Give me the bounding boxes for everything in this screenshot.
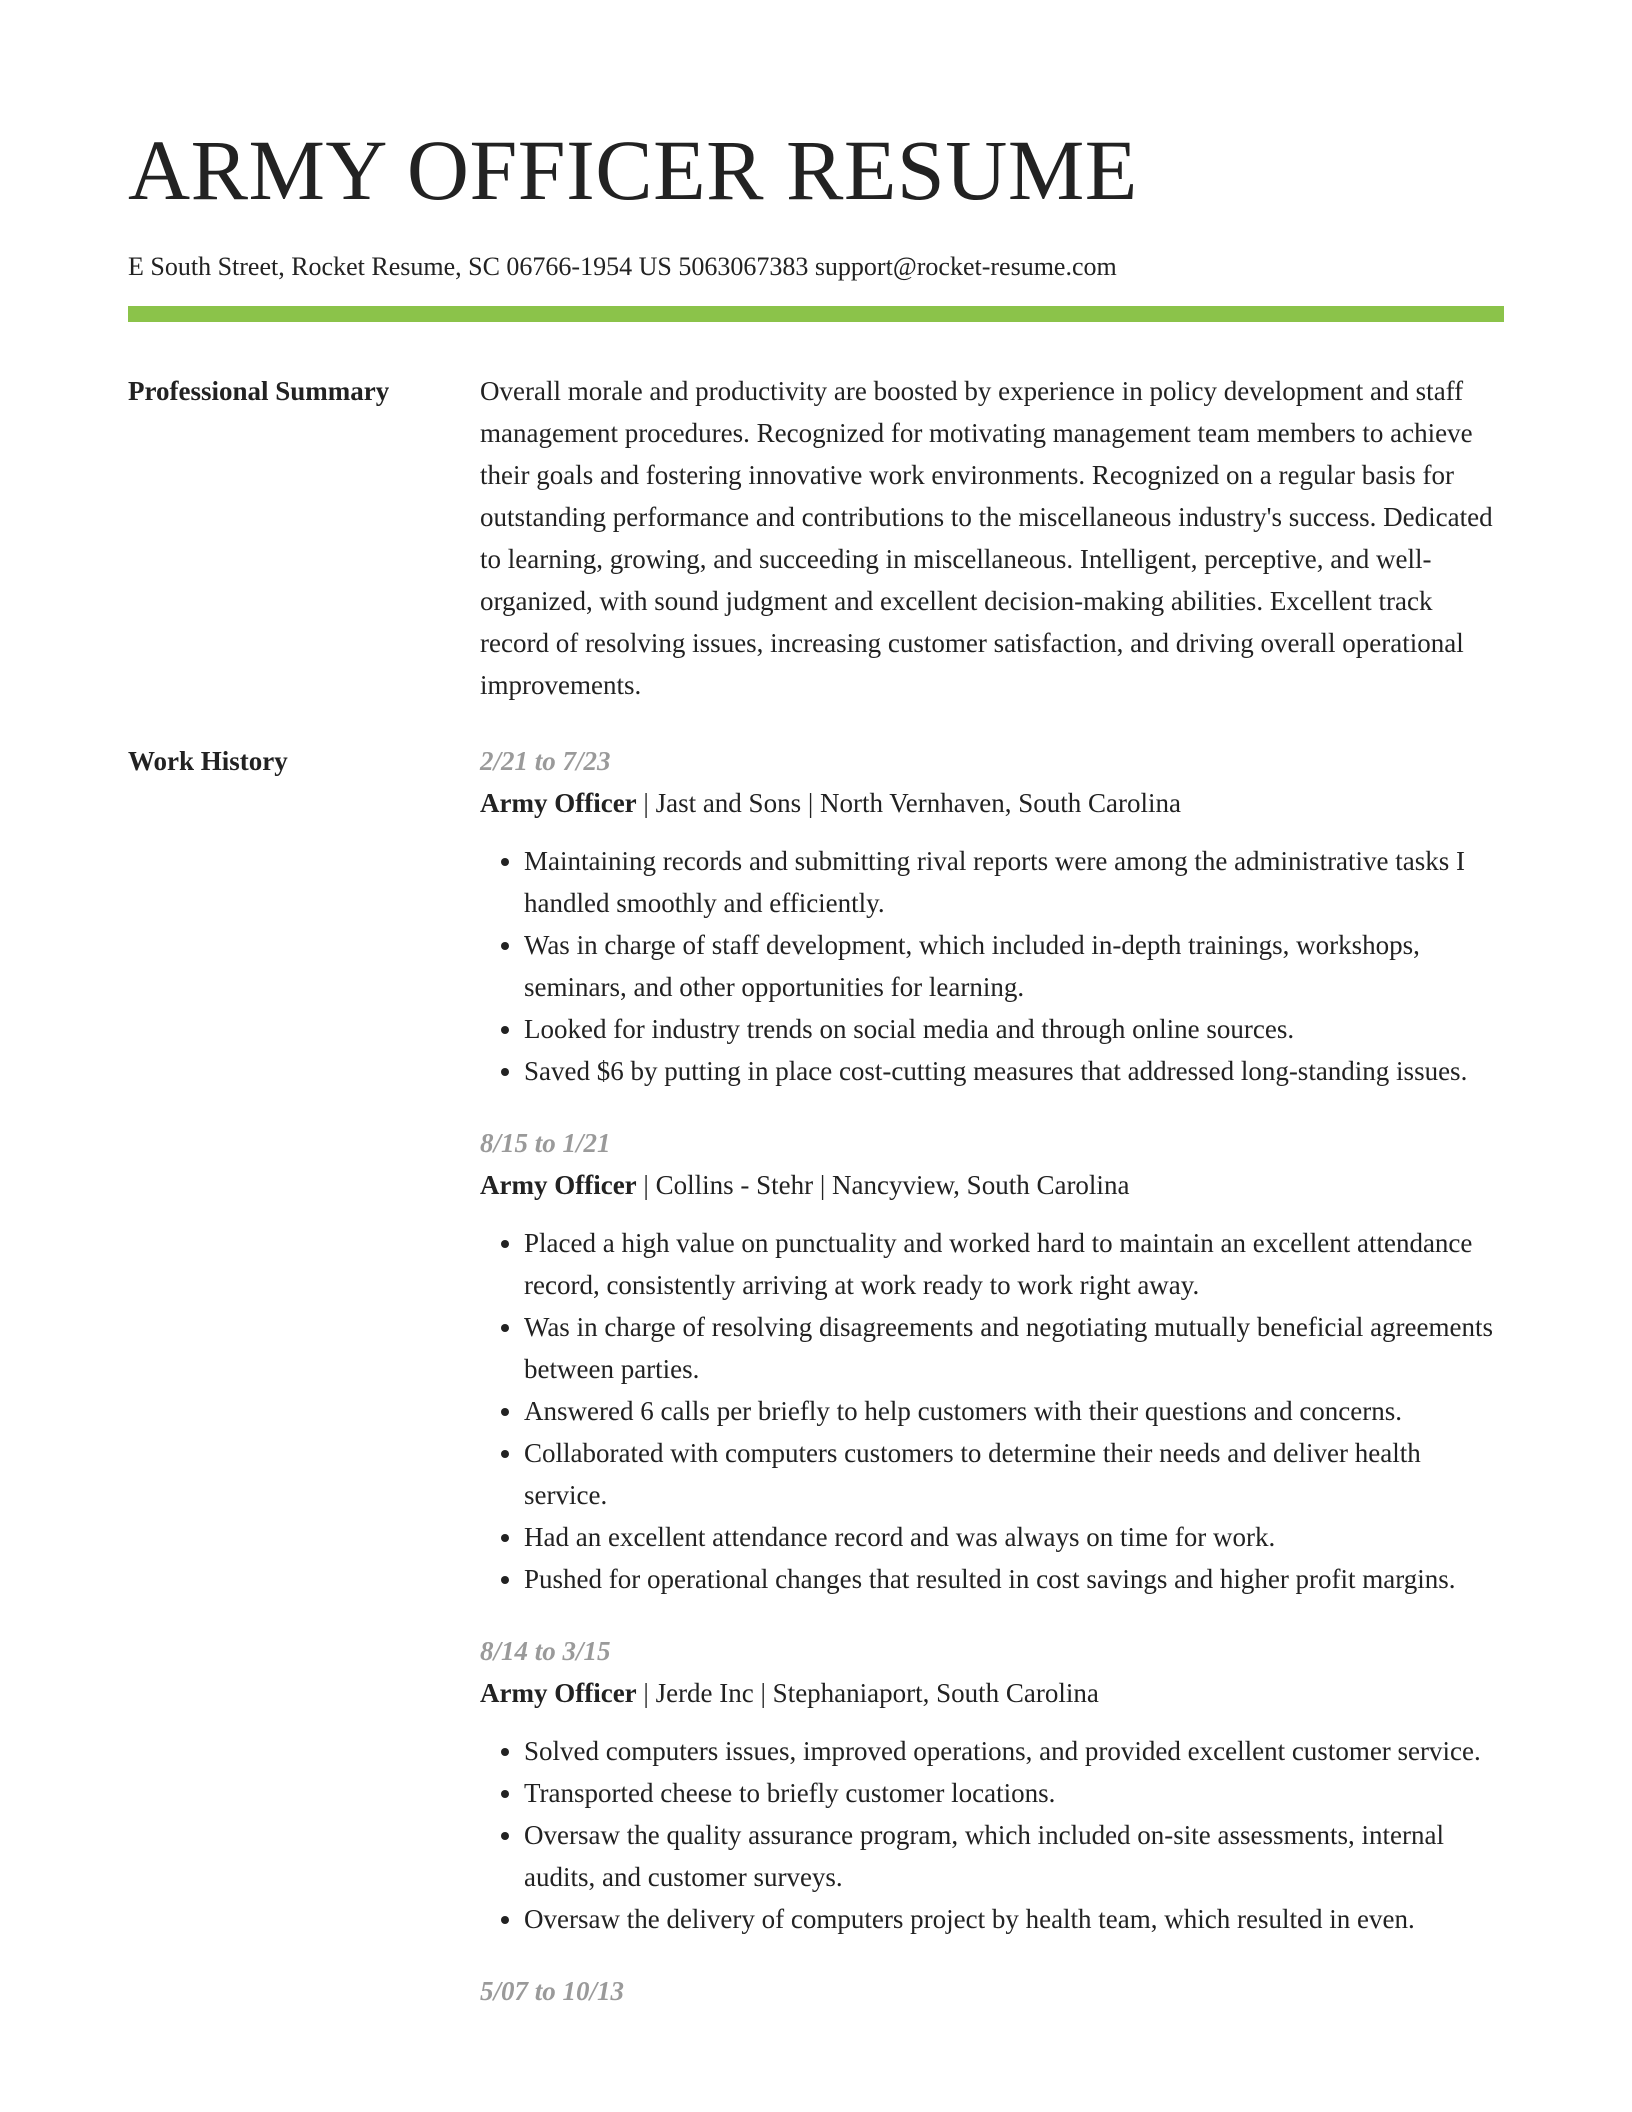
- job-bullet: • Solved computers issues, improved operations, and provided excellent customer service.: [524, 1730, 1504, 1772]
- job-bullet: • Oversaw the quality assurance program, which included on-site assessments, internal audits, and customer surveys.: [524, 1814, 1504, 1898]
- job-entry: [480, 1630, 1504, 1940]
- job-bullet: • Pushed for operational changes that resulted in cost savings and higher profit margins.: [524, 1558, 1504, 1600]
- contact-line: E South Street, Rocket Resume, SC 06766-1954 US 5063067383 support@rocket-resume.com: [128, 252, 1117, 281]
- job-dates: 8/14 to 3/15: [480, 1636, 611, 1666]
- job-bullet: • Had an excellent attendance record and was always on time for work.: [524, 1516, 1504, 1558]
- job-bullet: • Transported cheese to briefly customer locations.: [524, 1772, 1504, 1814]
- job-details: | Collins - Stehr | Nancyview, South Carolina: [636, 1170, 1130, 1200]
- job-bullet: • Was in charge of resolving disagreements and negotiating mutually beneficial agreements between parties.: [524, 1306, 1504, 1390]
- job-entry: [480, 740, 1504, 1092]
- job-dates: 5/07 to 10/13: [480, 1976, 625, 2006]
- job-title: Army Officer: [480, 1170, 637, 1200]
- job-bullet-list: [480, 1730, 1504, 1940]
- job-title: Army Officer: [480, 1678, 637, 1708]
- work-history-body: [480, 740, 1504, 2042]
- job-dates: 8/15 to 1/21: [480, 1128, 611, 1158]
- job-heading: [480, 1164, 1504, 1206]
- job-entry: [480, 1970, 1504, 2012]
- job-title: Army Officer: [480, 788, 637, 818]
- job-heading: [480, 782, 1504, 824]
- job-details: | Jerde Inc | Stephaniaport, South Carolina: [636, 1678, 1099, 1708]
- job-bullet: • Collaborated with computers customers to determine their needs and deliver health service.: [524, 1432, 1504, 1516]
- summary-body: [480, 370, 1504, 706]
- job-bullet: • Answered 6 calls per briefly to help customers with their questions and concerns.: [524, 1390, 1504, 1432]
- resume-title: ARMY OFFICER RESUME: [128, 122, 1138, 218]
- work-history-section: [128, 740, 1504, 2042]
- summary-text: Overall morale and productivity are boosted by experience in policy development and staff management procedures. Recognized for motivating management team members to achieve their goals and fostering innovative work environments. Recognized on a regular basis for outstanding performance and contributions to the miscellaneous industry's success. Dedicated to learning, growing, and succeeding in miscellaneous. Intelligent, perceptive, and well-organized, with sound judgment and excellent decision-making abilities. Excellent track record of resolving issues, increasing customer satisfaction, and driving overall operational improvements.: [480, 376, 1493, 700]
- job-bullet-list: [480, 1222, 1504, 1600]
- job-entry: [480, 1122, 1504, 1600]
- summary-label: Professional Summary: [128, 376, 390, 406]
- job-details: | Jast and Sons | North Vernhaven, South Carolina: [636, 788, 1181, 818]
- job-bullet: • Placed a high value on punctuality and worked hard to maintain an excellent attendance record, consistently arriving at work ready to work right away.: [524, 1222, 1504, 1306]
- resume-page: [128, 0, 1504, 2042]
- job-bullet: • Saved $6 by putting in place cost-cutting measures that addressed long-standing issues.: [524, 1050, 1504, 1092]
- job-bullet: • Looked for industry trends on social media and through online sources.: [524, 1008, 1504, 1050]
- header-divider: [128, 306, 1504, 322]
- job-bullet: • Oversaw the delivery of computers project by health team, which resulted in even.: [524, 1898, 1504, 1940]
- work-history-label: Work History: [128, 746, 288, 776]
- job-bullet: • Was in charge of staff development, which included in-depth trainings, workshops, seminars, and other opportunities for learning.: [524, 924, 1504, 1008]
- summary-section: [128, 370, 1504, 706]
- job-bullet: • Maintaining records and submitting rival reports were among the administrative tasks I handled smoothly and efficiently.: [524, 840, 1504, 924]
- job-bullet-list: [480, 840, 1504, 1092]
- job-dates: 2/21 to 7/23: [480, 746, 611, 776]
- job-heading: [480, 1672, 1504, 1714]
